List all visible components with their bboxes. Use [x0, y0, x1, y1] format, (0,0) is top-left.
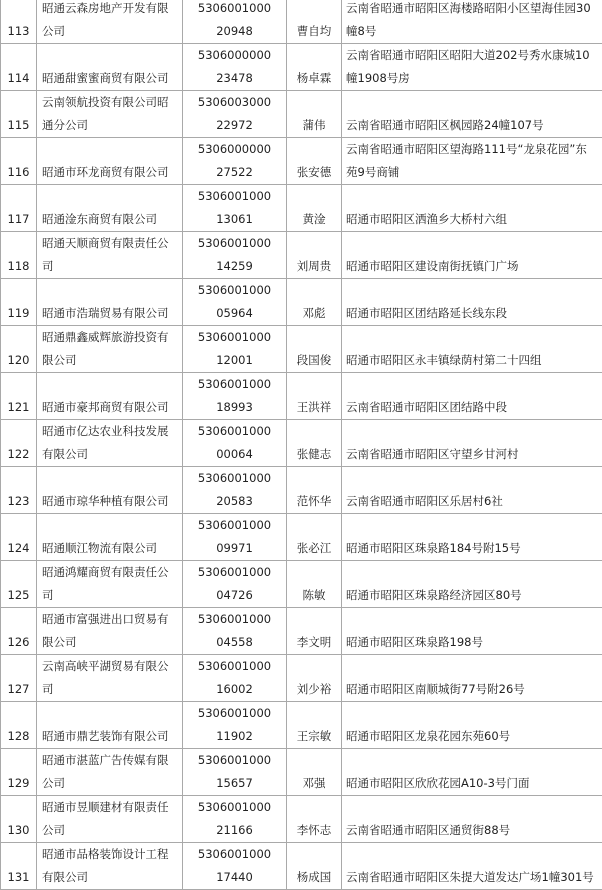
table-row: [1, 843, 602, 890]
company-name-cell: 云南高峡平湖贸易有限公司: [37, 655, 183, 702]
registration-code-cell: 530600100016002: [183, 655, 287, 702]
legal-representative-cell: 王宗敏: [287, 702, 342, 749]
legal-representative-cell: 邓强: [287, 749, 342, 796]
table-row: [1, 0, 602, 44]
company-name-cell: 昭通市琼华种植有限公司: [37, 467, 183, 514]
row-number-cell: 125: [1, 561, 37, 608]
legal-representative-cell: 陈敏: [287, 561, 342, 608]
company-name-cell: 昭通甜蜜蜜商贸有限公司: [37, 44, 183, 91]
company-name-cell: 昭通市浩瑞贸易有限公司: [37, 279, 183, 326]
row-number-cell: 122: [1, 420, 37, 467]
table-row: [1, 702, 602, 749]
company-name-cell: 昭通市环龙商贸有限公司: [37, 138, 183, 185]
legal-representative-cell: 段国俊: [287, 326, 342, 373]
address-cell: 云南省昭通市昭阳区海楼路昭阳小区望海佳园30幢8号: [342, 0, 602, 44]
registration-code-cell: 530600100020583: [183, 467, 287, 514]
legal-representative-cell: 刘周贵: [287, 232, 342, 279]
legal-representative-cell: 邓彪: [287, 279, 342, 326]
table-row: [1, 138, 602, 185]
company-name-cell: 昭通天顺商贸有限责任公司: [37, 232, 183, 279]
company-name-cell: 昭通市富强进出口贸易有限公司: [37, 608, 183, 655]
table-row: [1, 420, 602, 467]
registration-code-cell: 530600100004726: [183, 561, 287, 608]
table-row: [1, 91, 602, 138]
address-cell: 昭通市昭阳区团结路延长线东段: [342, 279, 602, 326]
table-row: [1, 467, 602, 514]
company-name-cell: 昭通市鼎艺装饰有限公司: [37, 702, 183, 749]
row-number-cell: 124: [1, 514, 37, 561]
legal-representative-cell: 张必江: [287, 514, 342, 561]
registration-code-cell: 530600100005964: [183, 279, 287, 326]
registration-code-cell: 530600100013061: [183, 185, 287, 232]
legal-representative-cell: 张安德: [287, 138, 342, 185]
address-cell: 云南省昭通市昭阳区昭阳大道202号秀水康城10幢1908号房: [342, 44, 602, 91]
address-cell: 昭通市昭阳区欣欣花园A10-3号门面: [342, 749, 602, 796]
row-number-cell: 127: [1, 655, 37, 702]
company-name-cell: 昭通市亿达农业科技发展有限公司: [37, 420, 183, 467]
registration-code-cell: 530600300022972: [183, 91, 287, 138]
company-name-cell: 昭通市豪邦商贸有限公司: [37, 373, 183, 420]
legal-representative-cell: 王洪祥: [287, 373, 342, 420]
legal-representative-cell: 杨卓霖: [287, 44, 342, 91]
row-number-cell: 120: [1, 326, 37, 373]
table-row: [1, 232, 602, 279]
table-row: [1, 279, 602, 326]
address-cell: 昭通市昭阳区珠泉路184号附15号: [342, 514, 602, 561]
row-number-cell: 115: [1, 91, 37, 138]
table-row: [1, 44, 602, 91]
table-row: [1, 608, 602, 655]
table-row: [1, 373, 602, 420]
company-name-cell: 昭通鼎鑫威辉旅游投资有限公司: [37, 326, 183, 373]
table-row: [1, 796, 602, 843]
registration-code-cell: 530600100009971: [183, 514, 287, 561]
table-row: [1, 749, 602, 796]
row-number-cell: 121: [1, 373, 37, 420]
registration-code-cell: 530600100015657: [183, 749, 287, 796]
legal-representative-cell: 李文明: [287, 608, 342, 655]
table-row: [1, 655, 602, 702]
row-number-cell: 117: [1, 185, 37, 232]
row-number-cell: 116: [1, 138, 37, 185]
company-name-cell: 昭通鸿耀商贸有限责任公司: [37, 561, 183, 608]
company-name-cell: 昭通市湛蓝广告传媒有限公司: [37, 749, 183, 796]
address-cell: 昭通市昭阳区珠泉路经济园区80号: [342, 561, 602, 608]
row-number-cell: 113: [1, 0, 37, 44]
table-row: [1, 514, 602, 561]
row-number-cell: 131: [1, 843, 37, 890]
company-name-cell: 昭通云森房地产开发有限公司: [37, 0, 183, 44]
legal-representative-cell: 杨成国: [287, 843, 342, 890]
company-name-cell: 昭通市昱顺建材有限责任公司: [37, 796, 183, 843]
row-number-cell: 126: [1, 608, 37, 655]
legal-representative-cell: 张健志: [287, 420, 342, 467]
registration-code-cell: 530600100021166: [183, 796, 287, 843]
registration-code-cell: 530600100004558: [183, 608, 287, 655]
row-number-cell: 129: [1, 749, 37, 796]
registration-code-cell: 530600100012001: [183, 326, 287, 373]
company-name-cell: 昭通淦东商贸有限公司: [37, 185, 183, 232]
address-cell: 昭通市昭阳区南顺城街77号附26号: [342, 655, 602, 702]
registration-code-cell: 530600100018993: [183, 373, 287, 420]
address-cell: 云南省昭通市昭阳区望海路111号“龙泉花园”东苑9号商铺: [342, 138, 602, 185]
registration-code-cell: 530600100011902: [183, 702, 287, 749]
row-number-cell: 114: [1, 44, 37, 91]
row-number-cell: 128: [1, 702, 37, 749]
registration-code-cell: 530600100000064: [183, 420, 287, 467]
registration-code-cell: 530600100014259: [183, 232, 287, 279]
registration-code-cell: 530600100017440: [183, 843, 287, 890]
address-cell: 云南省昭通市昭阳区守望乡甘河村: [342, 420, 602, 467]
registration-code-cell: 530600000027522: [183, 138, 287, 185]
address-cell: 昭通市昭阳区珠泉路198号: [342, 608, 602, 655]
company-name-cell: 昭通市品格装饰设计工程有限公司: [37, 843, 183, 890]
legal-representative-cell: 蒲伟: [287, 91, 342, 138]
address-cell: 云南省昭通市昭阳区通贸街88号: [342, 796, 602, 843]
address-cell: 昭通市昭阳区建设南街抚镇门广场: [342, 232, 602, 279]
legal-representative-cell: 刘少裕: [287, 655, 342, 702]
registry-table-body: [1, 0, 602, 890]
legal-representative-cell: 范怀华: [287, 467, 342, 514]
address-cell: 昭通市昭阳区永丰镇绿荫村第二十四组: [342, 326, 602, 373]
company-name-cell: 昭通顺江物流有限公司: [37, 514, 183, 561]
table-row: [1, 561, 602, 608]
legal-representative-cell: 李怀志: [287, 796, 342, 843]
row-number-cell: 123: [1, 467, 37, 514]
address-cell: 昭通市昭阳区龙泉花园东苑60号: [342, 702, 602, 749]
legal-representative-cell: 黄淦: [287, 185, 342, 232]
address-cell: 云南省昭通市昭阳区团结路中段: [342, 373, 602, 420]
row-number-cell: 130: [1, 796, 37, 843]
registration-code-cell: 530600100020948: [183, 0, 287, 44]
address-cell: 云南省昭通市昭阳区枫园路24幢107号: [342, 91, 602, 138]
registration-code-cell: 530600000023478: [183, 44, 287, 91]
address-cell: 云南省昭通市昭阳区朱提大道发达广场1幢301号: [342, 843, 602, 890]
address-cell: 云南省昭通市昭阳区乐居村6社: [342, 467, 602, 514]
row-number-cell: 119: [1, 279, 37, 326]
table-row: [1, 326, 602, 373]
address-cell: 昭通市昭阳区洒渔乡大桥村六组: [342, 185, 602, 232]
table-row: [1, 185, 602, 232]
row-number-cell: 118: [1, 232, 37, 279]
company-name-cell: 云南领航投资有限公司昭通分公司: [37, 91, 183, 138]
legal-representative-cell: 曹自均: [287, 0, 342, 44]
